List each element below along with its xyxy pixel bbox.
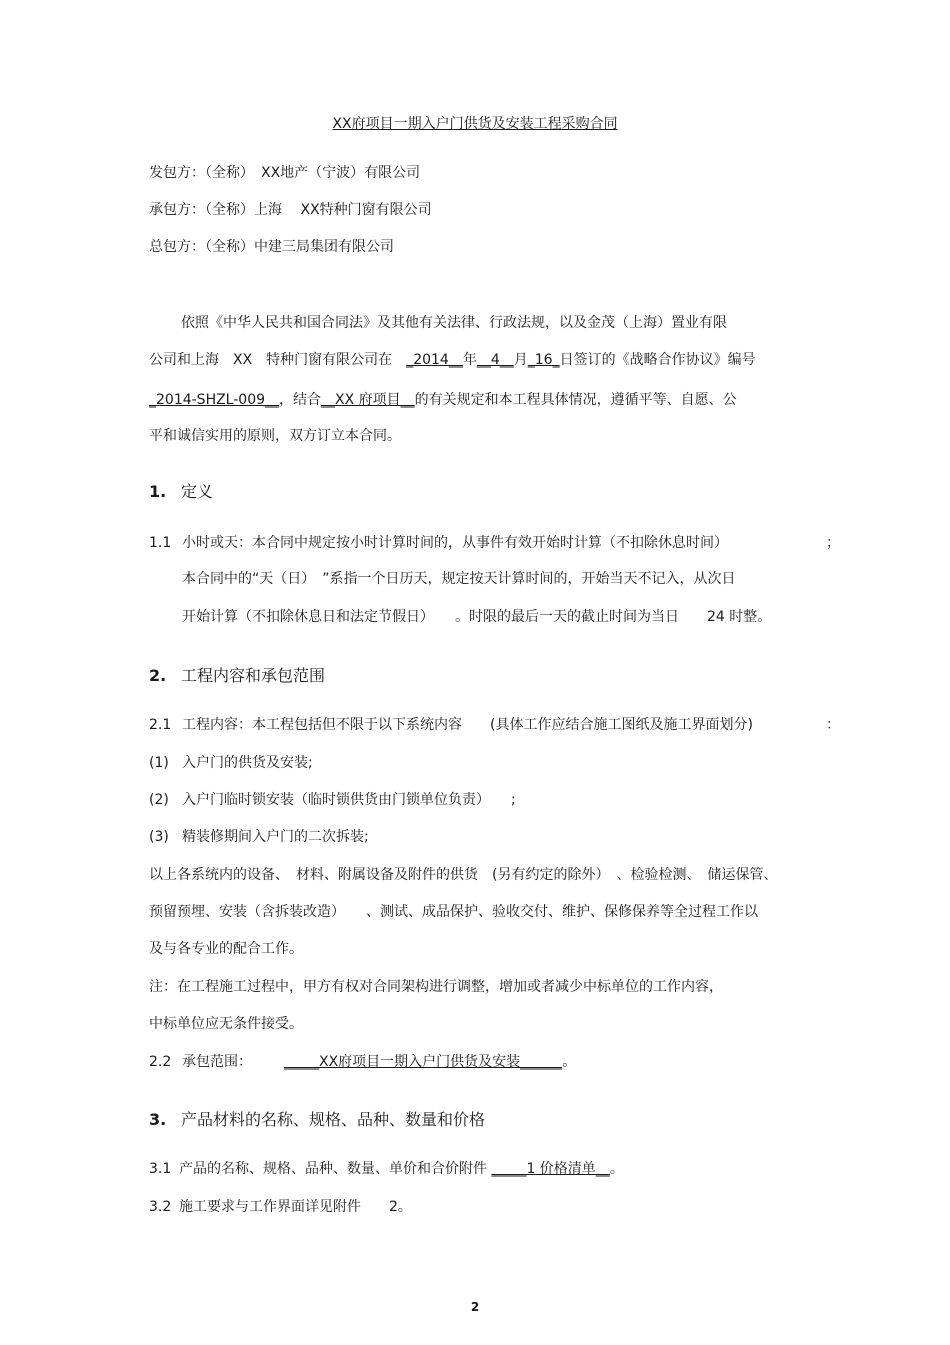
note-line-1: 注：在工程施工过程中，甲方有权对合同架构进行调整，增加或者减少中标单位的工作内容， [149,979,723,995]
sign-year: _2014__ [406,352,463,368]
clause-1-1-line-3: 开始计算（不扣除休息日和法定节假日） 。时限的最后一天的截止时间为当日 24 时整。 [182,609,772,625]
clause-1-1: 1.1 小时或天：本合同中规定按小时计算时间的，从事件有效开始时计算（不扣除休息时间） [149,535,728,551]
scope-line-2: 预留预埋、安装（含拆装改造） 、测试、成品保护、验收交付、维护、保修保养等全过程工作以 [149,904,758,920]
list-item-3: (3) 精装修期间入户门的二次拆装; [149,829,369,845]
project-name: __XX 府项目__ [321,392,415,408]
preamble-line-3: _2014-SHZL-009__，结合__XX 府项目__的有关规定和本工程具体情况，遵循平等、自愿、公 [149,392,737,408]
section-2-heading: 2. 工程内容和承包范围 [149,666,326,685]
note-line-2: 中标单位应无条件接受。 [149,1016,303,1032]
preamble-line-4: 平和诚信实用的原则，双方订立本合同。 [149,428,401,444]
preamble-line-2: 公司和上海 XX 特种门窗有限公司在 _2014__年__4__月_16_日签订的《战略合作协议》编号 [149,352,756,368]
sign-month: __4__ [476,352,514,368]
list-item-2: (2) 入户门临时锁安装（临时锁供货由门锁单位负责） ; [149,792,516,808]
clause-3-1: 3.1 产品的名称、规格、品种、数量、单价和合价附件 _____1 价格清单__。 [149,1161,624,1177]
clause-2-1: 2.1 工程内容：本工程包括但不限于以下系统内容 (具体工作应结合施工图纸及施工界面划分) [149,717,753,733]
clause-2-1-colon: ： [826,717,840,733]
clause-2-2: 2.2 承包范围： _____XX府项目一期入户门供货及安装______。 [149,1054,577,1070]
clause-3-2: 3.2 施工要求与工作界面详见附件 2。 [149,1199,412,1215]
scope-value: _____XX府项目一期入户门供货及安装______ [284,1054,563,1070]
agreement-code: _2014-SHZL-009__ [149,392,280,408]
section-1-heading: 1. 定义 [149,482,214,501]
clause-1-1-line-2: 本合同中的“天（日） ”系指一个日历天，规定按天计算时间的，开始当天不记入，从次日 [182,571,736,587]
document-title: XX府项目一期入户门供货及安装工程采购合同 [332,116,618,132]
sign-day: _16_ [527,352,560,368]
party-chengbao: 承包方：（全称）上海 XX特种门窗有限公司 [149,202,432,218]
clause-1-1-semicolon: ； [826,535,840,551]
party-fabao: 发包方：（全称） XX地产（宁波）有限公司 [149,165,421,181]
scope-line-1: 以上各系统内的设备、 材料、附属设备及附件的供货 (另有约定的除外） 、检验检测、 储运保管、 [149,867,778,883]
scope-line-3: 及与各专业的配合工作。 [149,941,303,957]
section-3-heading: 3. 产品材料的名称、规格、品种、数量和价格 [149,1110,486,1129]
page-number: 2 [470,1300,480,1314]
list-item-1: (1) 入户门的供货及安装; [149,755,313,771]
attachment-1-link: _____1 价格清单__ [491,1161,610,1177]
preamble-line-1: 依照《中华人民共和国合同法》及其他有关法律、行政法规，以及金茂（上海）置业有限 [181,315,727,331]
party-zongbao: 总包方：（全称）中建三局集团有限公司 [149,239,394,255]
